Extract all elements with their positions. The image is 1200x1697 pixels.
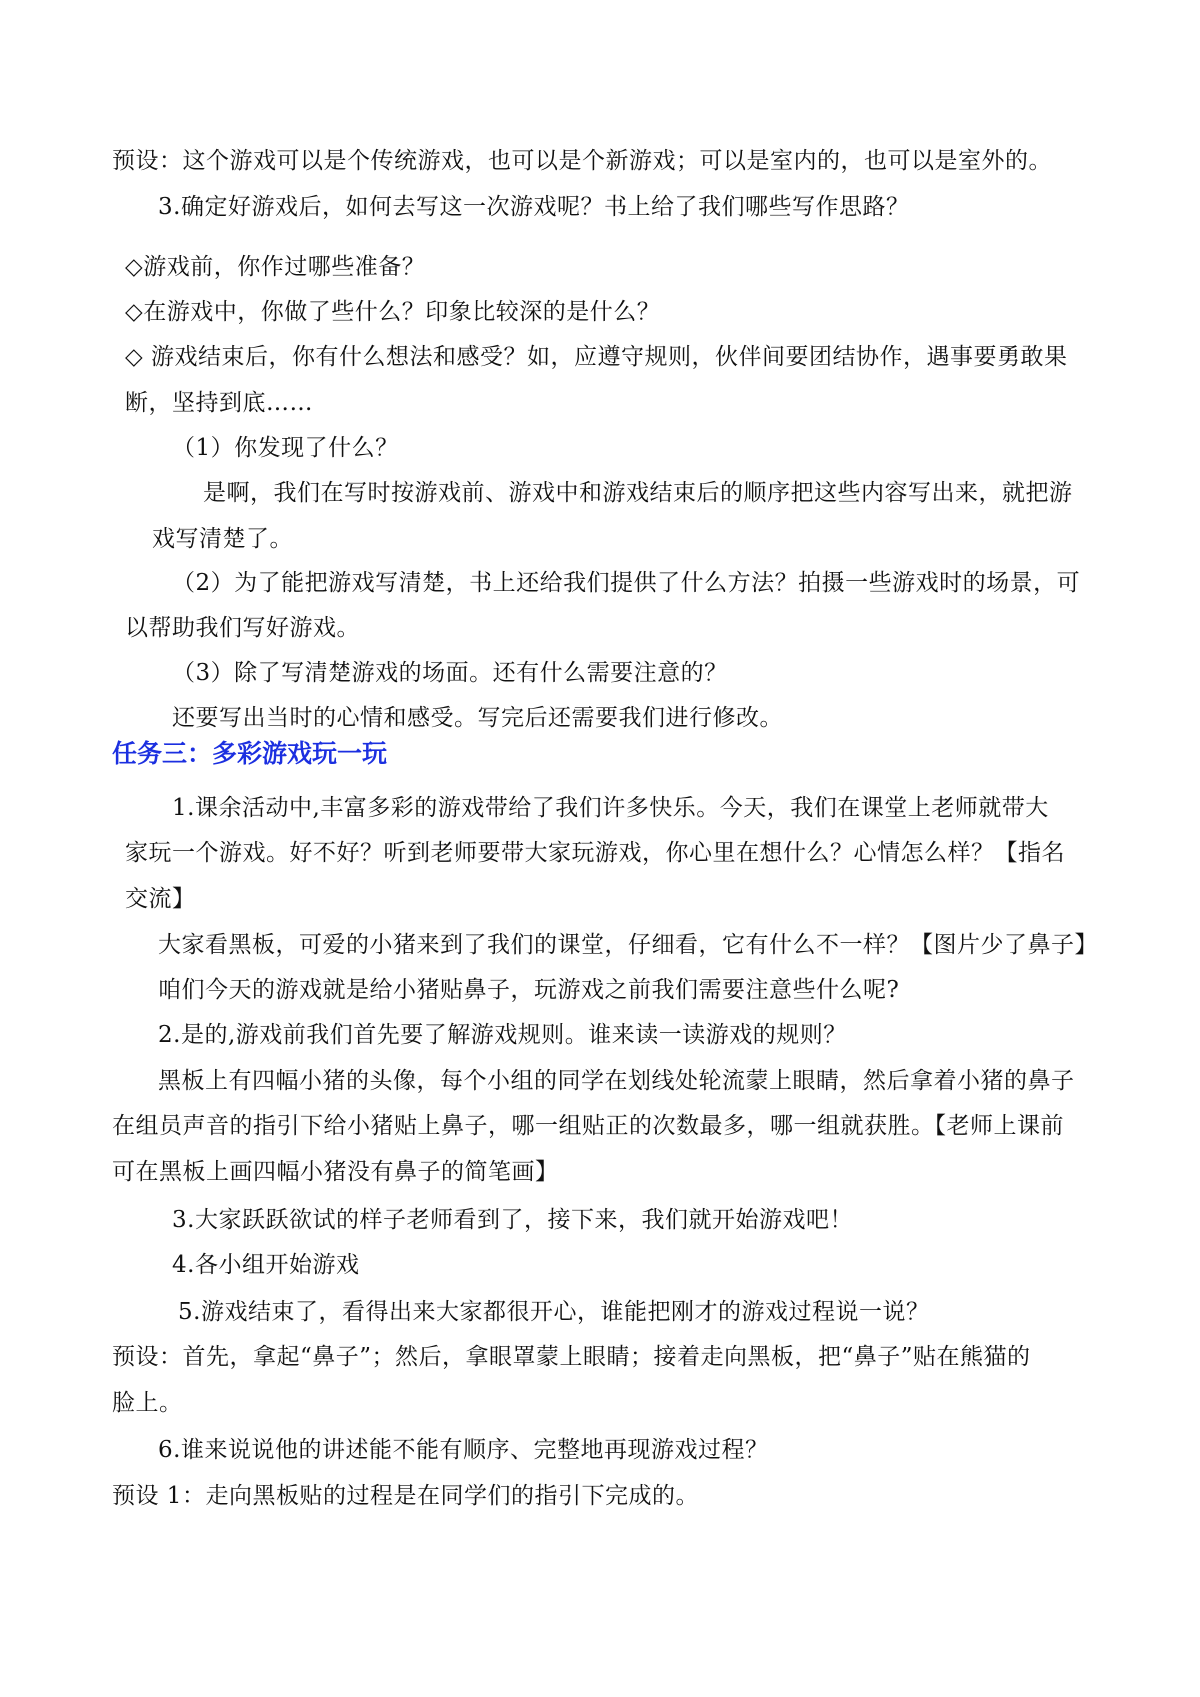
rules-text-cont-2: 可在黑板上画四幅小猪没有鼻子的简笔画】 — [112, 1159, 559, 1185]
answer-1-cont: 戏写清楚了。 — [152, 526, 293, 552]
step-4: 4.各小组开始游戏 — [172, 1252, 360, 1278]
step-5: 5.游戏结束了，看得出来大家都很开心，谁能把刚才的游戏过程说一说？ — [178, 1299, 930, 1325]
step-6: 6.谁来说说他的讲述能不能有顺序、完整地再现游戏过程？ — [158, 1437, 769, 1463]
section-heading-task-three: 任务三：多彩游戏玩一玩 — [112, 739, 388, 768]
rules-text: 黑板上有四幅小猪的头像，每个小组的同学在划线处轮流蒙上眼睛，然后拿着小猪的鼻子 — [158, 1068, 1075, 1094]
question-1: （1）你发现了什么？ — [172, 435, 399, 461]
step-1-cont: 家玩一个游戏。好不好？听到老师要带大家玩游戏，你心里在想什么？心情怎么样？【指名 — [125, 840, 1065, 866]
preset-game-type: 预设：这个游戏可以是个传统游戏，也可以是个新游戏；可以是室内的，也可以是室外的。 — [112, 148, 1052, 174]
preset-process: 预设：首先，拿起“鼻子”；然后，拿眼罩蒙上眼睛；接着走向黑板，把“鼻子”贴在熊猫的 — [112, 1344, 1031, 1370]
step-1-cont-2: 交流】 — [125, 886, 196, 912]
blackboard-intro: 大家看黑板，可爱的小猪来到了我们的课堂，仔细看，它有什么不一样？【图片少了鼻子】 — [158, 932, 1098, 958]
step-2: 2.是的,游戏前我们首先要了解游戏规则。谁来读一读游戏的规则？ — [158, 1022, 847, 1048]
bullet-during-game: ◇在游戏中，你做了些什么？印象比较深的是什么？ — [125, 299, 661, 325]
bullet-after-game-cont: 断，坚持到底…… — [125, 390, 313, 416]
question-2: （2）为了能把游戏写清楚，书上还给我们提供了什么方法？拍摄一些游戏时的场景，可 — [172, 570, 1081, 596]
preset-process-cont: 脸上。 — [112, 1390, 183, 1416]
step-1: 1.课余活动中,丰富多彩的游戏带给了我们许多快乐。今天，我们在课堂上老师就带大 — [172, 795, 1049, 821]
question-3: （3）除了写清楚游戏的场面。还有什么需要注意的？ — [172, 660, 728, 686]
step-3: 3.大家跃跃欲试的样子老师看到了，接下来，我们就开始游戏吧！ — [172, 1207, 853, 1233]
bullet-before-game: ◇游戏前，你作过哪些准备？ — [125, 254, 426, 280]
answer-3: 还要写出当时的心情和感受。写完后还需要我们进行修改。 — [172, 705, 783, 731]
question-writing-ideas: 3.确定好游戏后，如何去写这一次游戏呢？书上给了我们哪些写作思路？ — [158, 194, 910, 220]
game-intro: 咱们今天的游戏就是给小猪贴鼻子，玩游戏之前我们需要注意些什么呢? — [158, 977, 900, 1003]
preset-1: 预设 1：走向黑板贴的过程是在同学们的指引下完成的。 — [112, 1483, 699, 1509]
bullet-after-game: ◇ 游戏结束后，你有什么想法和感受？如，应遵守规则，伙伴间要团结协作，遇事要勇敢果 — [125, 344, 1068, 370]
question-2-cont: 以帮助我们写好游戏。 — [125, 615, 360, 641]
rules-text-cont: 在组员声音的指引下给小猪贴上鼻子，哪一组贴正的次数最多，哪一组就获胜。【老师上课前 — [112, 1113, 1064, 1139]
answer-1: 是啊，我们在写时按游戏前、游戏中和游戏结束后的顺序把这些内容写出来，就把游 — [203, 480, 1073, 506]
